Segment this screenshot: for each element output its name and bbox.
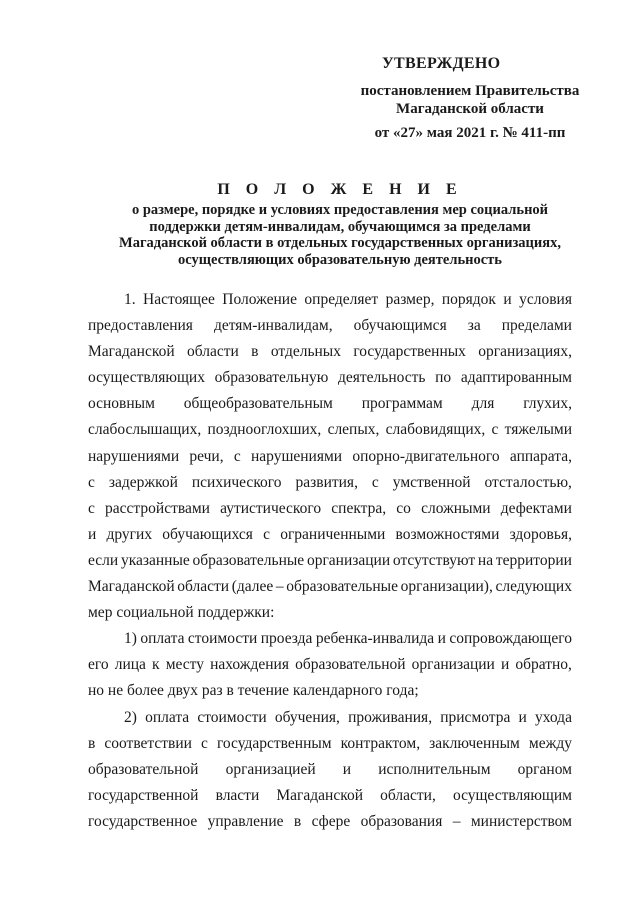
body-word: государственное — [88, 812, 198, 830]
body-word: задержкой — [108, 473, 178, 491]
body-word: отдельных — [270, 343, 341, 361]
body-word: его — [88, 656, 109, 674]
body-word: общеобразовательным — [183, 395, 333, 413]
body-word: позднооглохших, — [207, 421, 322, 439]
body-line — [88, 522, 572, 548]
body-line — [88, 496, 572, 522]
body-word: лица — [114, 656, 146, 674]
body-word: месту — [165, 656, 204, 674]
body-line — [88, 574, 572, 600]
body-line — [88, 652, 572, 678]
body-line — [88, 731, 572, 757]
body-word: ограниченными — [280, 525, 386, 543]
body-line — [88, 809, 572, 835]
body-word: сфере — [311, 812, 351, 830]
body-word: для — [471, 395, 495, 413]
body-line — [88, 339, 572, 365]
body-word: с — [88, 499, 95, 517]
body-word: со — [396, 499, 411, 517]
body-line — [88, 600, 572, 626]
body-word: отсталостью, — [484, 473, 572, 491]
body-word: Магаданской — [88, 343, 175, 361]
body-word: деятельность — [337, 369, 426, 387]
body-word: организациях, — [478, 343, 572, 361]
body-word: психического — [191, 473, 282, 491]
body-word: следующих — [495, 578, 572, 596]
body-word: заключенным — [429, 734, 520, 752]
body-word: области, — [380, 786, 436, 804]
body-word: обучения, — [274, 708, 340, 726]
body-word: обратно, — [515, 656, 572, 674]
body-word: проживания, — [348, 708, 433, 726]
body-word: Магаданской — [88, 578, 175, 596]
body-word: расстройствами — [105, 499, 210, 517]
body-line — [88, 783, 572, 809]
body-word: организации — [411, 656, 495, 674]
body-word: с — [201, 734, 208, 752]
title-subline-1: о размере, порядке и условиях предоставления мер социальной — [131, 202, 549, 218]
body-line — [88, 757, 572, 783]
body-word: нарушениями — [250, 447, 343, 465]
body-word: слабослышащих, — [88, 421, 202, 439]
body-word: проезда — [260, 630, 313, 648]
body-word: организации), — [400, 578, 493, 596]
body-word: к — [152, 656, 160, 674]
document-body-text — [88, 287, 572, 835]
body-word: области — [186, 343, 239, 361]
body-word: сопровождающего — [449, 630, 572, 648]
body-word: образовательной — [88, 760, 199, 778]
body-word: с — [263, 525, 270, 543]
body-line — [88, 626, 572, 652]
body-line — [88, 313, 572, 339]
body-word: исполнительным — [378, 760, 491, 778]
title-subline-4: осуществляющих образовательную деятельность — [178, 251, 502, 268]
body-word: и — [503, 291, 512, 308]
body-word: спектра, — [331, 499, 387, 517]
body-line — [88, 470, 572, 496]
body-word: осуществляющих — [88, 369, 205, 387]
body-word: обучающихся — [162, 525, 253, 543]
body-word: в — [88, 734, 96, 752]
body-word: государственным — [216, 734, 332, 752]
body-line — [88, 678, 572, 704]
body-word: и — [88, 525, 97, 543]
body-word: развития, — [295, 473, 358, 491]
body-word: адаптированным — [460, 369, 572, 387]
body-word: Магаданской — [276, 786, 364, 804]
body-word: на — [477, 551, 494, 569]
body-word: с — [88, 473, 95, 491]
body-line — [88, 417, 572, 443]
body-line — [88, 391, 572, 417]
body-word: 2) — [124, 708, 137, 726]
body-word: слепых, — [327, 421, 380, 439]
body-word: в — [293, 812, 302, 830]
body-word: контрактом, — [340, 734, 421, 752]
body-word: стоимости — [197, 708, 267, 726]
body-word: глухих, — [523, 395, 572, 413]
body-word: организацией — [225, 760, 316, 778]
body-word: детям-инвалидам, — [213, 317, 333, 335]
body-word: образования — [360, 812, 443, 830]
body-word: управление — [207, 812, 284, 830]
body-word: Настоящее — [143, 291, 215, 308]
body-word: с — [233, 447, 241, 465]
body-word: ребенка-инвалида — [315, 630, 435, 648]
approval-line-resolution: постановлением Правительства — [360, 83, 580, 99]
title-subline-3: Магаданской области в отдельных государственных организациях, — [119, 235, 561, 251]
body-word: здоровья, — [509, 525, 572, 543]
title-subline-2: поддержки детям-инвалидам, обучающимся за пределами — [149, 218, 531, 235]
body-word: речи, — [189, 447, 224, 465]
body-word: власти — [215, 786, 260, 804]
body-word: – — [452, 812, 461, 830]
body-word: территории — [495, 551, 572, 569]
body-word: предоставления — [88, 317, 193, 335]
body-word: опорно-двигательного — [352, 447, 500, 465]
body-word: министерством — [470, 812, 572, 830]
body-word: дефектами — [500, 499, 572, 517]
body-line — [88, 287, 572, 313]
body-word: в — [251, 343, 259, 361]
body-word: образовательные — [192, 551, 305, 569]
body-line — [88, 705, 572, 731]
body-word: между — [528, 734, 572, 752]
body-word: осуществляющим — [452, 786, 572, 804]
body-word: условия — [519, 291, 572, 308]
approval-line-region: Магаданской области — [396, 101, 544, 117]
body-word: размер, — [385, 291, 435, 308]
body-word: стоимости — [187, 630, 258, 648]
body-word: если — [88, 551, 119, 569]
body-word: нарушениями — [88, 447, 180, 465]
body-word: других — [106, 525, 153, 543]
body-word: за — [467, 317, 481, 335]
body-word: определяет — [304, 291, 379, 308]
body-word: обучающимся — [353, 317, 447, 335]
body-word: присмотра — [440, 708, 511, 726]
body-word: порядок — [441, 291, 496, 308]
body-word: ухода — [534, 708, 572, 726]
body-word: и — [437, 630, 446, 648]
body-word: указанные — [120, 551, 190, 569]
body-word: с — [371, 473, 379, 491]
body-word: государственной — [88, 786, 199, 804]
body-word: соответствии — [104, 734, 192, 752]
body-word: по — [435, 369, 452, 387]
approved-label: УТВЕРЖДЕНО — [382, 55, 501, 72]
body-word: аутистического — [220, 499, 322, 517]
body-line — [88, 444, 572, 470]
body-word: и — [342, 760, 352, 778]
body-word: органом — [517, 760, 572, 778]
approval-line-date-number: от «27» мая 2021 г. № 411-пп — [374, 125, 566, 141]
body-word: с — [491, 421, 499, 439]
body-word: программам — [361, 395, 443, 413]
body-word: оплата — [140, 630, 185, 648]
body-word: оплата — [145, 708, 190, 726]
body-word: нахождения — [210, 656, 289, 674]
body-word: Положение — [222, 291, 297, 308]
body-word: (далее — [231, 578, 274, 596]
body-word: и — [518, 708, 527, 726]
body-word: умственной — [392, 473, 471, 491]
body-word: – — [275, 578, 284, 596]
body-word: образовательной — [295, 656, 406, 674]
body-word: но не более двух раз в течение календарного года; — [88, 682, 419, 700]
body-word: пределами — [501, 317, 572, 335]
body-word: сложными — [421, 499, 491, 517]
body-word: аппарата, — [509, 447, 572, 465]
body-word: слабовидящих, — [385, 421, 486, 439]
body-word: образовательную — [214, 369, 329, 387]
body-word: основным — [88, 395, 155, 413]
body-word: мер социальной поддержки: — [88, 604, 275, 622]
body-word: возможностями — [395, 525, 500, 543]
document-heading: П О Л О Ж Е Н И Е — [217, 181, 463, 198]
body-word: государственных — [353, 343, 466, 361]
body-word: отсутствуют — [392, 551, 476, 569]
body-word: образовательные — [286, 578, 398, 596]
body-word: организации — [306, 551, 391, 569]
body-line — [88, 548, 572, 574]
document-title-block — [70, 180, 610, 268]
body-word: 1) — [124, 630, 137, 648]
body-word: и — [500, 656, 510, 674]
body-word: тяжелыми — [504, 421, 572, 439]
body-word: области — [177, 578, 230, 596]
body-line — [88, 365, 572, 391]
body-word: 1. — [124, 291, 136, 308]
